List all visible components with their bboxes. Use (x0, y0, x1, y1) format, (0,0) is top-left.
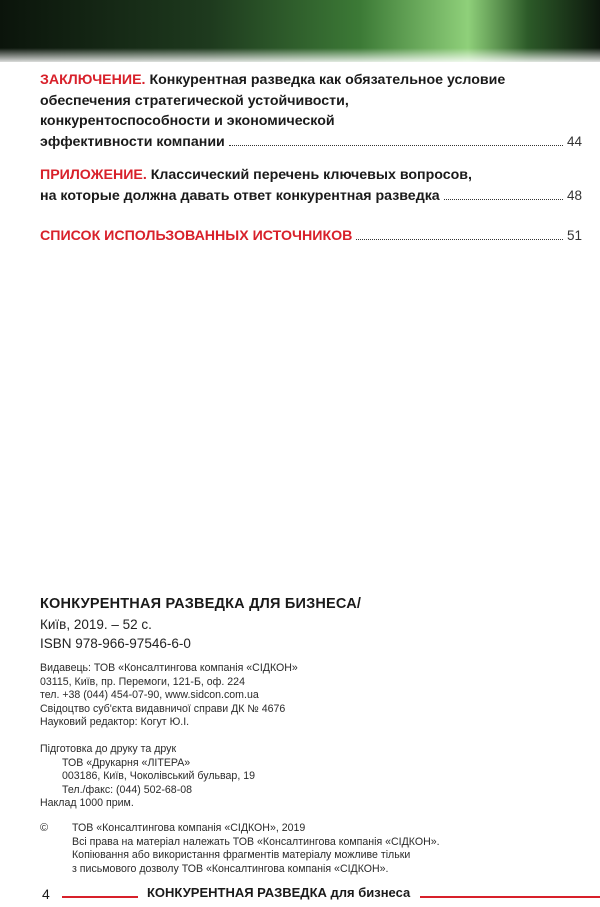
top-banner (0, 0, 600, 62)
imprint-block (40, 594, 580, 876)
publisher-line: тел. +38 (044) 454-07-90, www.sidcon.com.ua (40, 689, 259, 702)
circulation: Наклад 1000 прим. (40, 797, 134, 810)
page-number: 4 (42, 886, 50, 902)
publisher-line: Видавець: ТОВ «Консалтингова компанія «СІДКОН» (40, 662, 298, 674)
dot-leader (229, 145, 563, 146)
toc-entry-text-line: Классический перечень ключевых вопросов, (150, 167, 472, 183)
publisher-info (40, 662, 580, 730)
book-title: КОНКУРЕНТНАЯ РАЗВЕДКА ДЛЯ БИЗНЕСА/ (40, 596, 362, 612)
toc-entry-label: ПРИЛОЖЕНИЕ. (40, 167, 147, 183)
publisher-line: 03115, Київ, пр. Перемоги, 121-Б, оф. 224 (40, 675, 245, 688)
toc-entry-label: ЗАКЛЮЧЕНИЕ. (40, 72, 146, 88)
copyright-line: Копіювання або використання фрагментів матеріалу можливе тільки (72, 849, 411, 862)
copyright-line: ТОВ «Консалтингова компанія «СІДКОН», 2019 (72, 821, 306, 834)
printer-line: Тел./факс: (044) 502-68-08 (62, 783, 193, 796)
footer-rule-left (62, 896, 138, 898)
toc-entry-conclusion[interactable] (40, 70, 582, 152)
running-title-caps: КОНКУРЕНТНАЯ РАЗВЕДКА (147, 885, 327, 900)
footer-rule-right (420, 896, 600, 898)
table-of-contents (40, 70, 582, 247)
toc-entry-text-line: конкурентоспособности и экономической (40, 113, 335, 129)
dot-leader (356, 239, 563, 240)
dot-leader (444, 199, 563, 200)
toc-entry-sources[interactable] (40, 226, 582, 247)
copyright-block (40, 822, 580, 876)
toc-page-number: 44 (566, 133, 582, 149)
publisher-line: Науковий редактор: Когут Ю.І. (40, 716, 190, 729)
city-year: Київ, 2019. – 52 с. (40, 617, 152, 632)
isbn: ISBN 978-966-97546-6-0 (40, 636, 191, 651)
publisher-line: Свідоцтво суб'єкта видавничої справи ДК № 4676 (40, 702, 286, 715)
copyright-line: з письмового дозволу ТОВ «Консалтингова компанія «СІДКОН». (72, 862, 389, 875)
running-title (147, 885, 410, 900)
toc-entry-text-line: на которые должна давать ответ конкурентная разведка (40, 187, 440, 204)
toc-entry-label: СПИСОК ИСПОЛЬЗОВАННЫХ ИСТОЧНИКОВ (40, 228, 353, 244)
printer-line: ТОВ «Друкарня «ЛІТЕРА» (62, 756, 191, 769)
page-footer (0, 884, 600, 904)
print-heading: Підготовка до друку та друк (40, 742, 177, 755)
toc-entry-text-line: эффективности компании (40, 133, 225, 150)
toc-entry-text-line: Конкурентная разведка как обязательное условие (149, 72, 506, 88)
printer-info (40, 743, 580, 811)
running-title-lower: для бизнеса (330, 885, 411, 900)
toc-entry-text-line: обеспечения стратегической устойчивости, (40, 92, 349, 109)
printer-line: 003186, Київ, Чоколівський бульвар, 19 (62, 770, 255, 783)
copyright-symbol: © (40, 821, 49, 834)
toc-page-number: 51 (566, 228, 582, 243)
copyright-line: Всі права на матеріал належать ТОВ «Консалтингова компанія «СІДКОН». (72, 835, 440, 848)
toc-entry-appendix[interactable] (40, 165, 582, 206)
toc-page-number: 48 (566, 187, 582, 203)
